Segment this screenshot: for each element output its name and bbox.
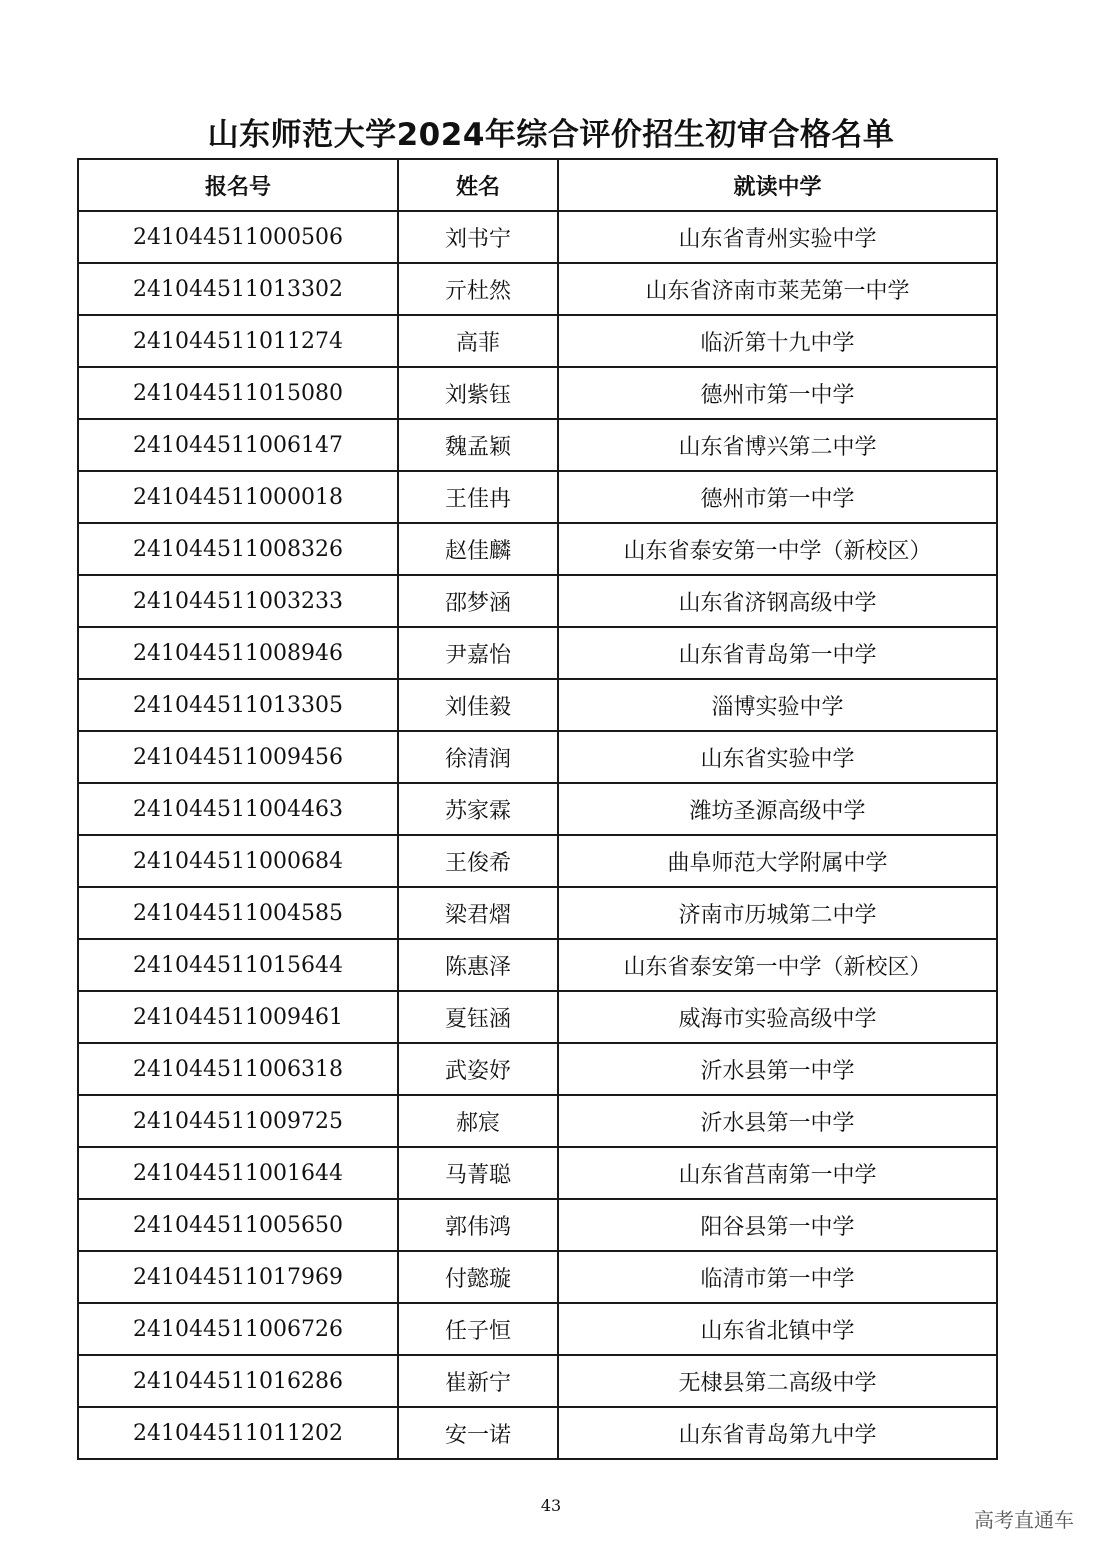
student-name-cell: 刘佳毅 (398, 679, 558, 731)
table-row (78, 471, 997, 523)
header-registration-number: 报名号 (78, 159, 398, 211)
registration-number-cell: 241044511004585 (78, 887, 398, 939)
registration-number-cell: 241044511016286 (78, 1355, 398, 1407)
table-row (78, 835, 997, 887)
table-row (78, 939, 997, 991)
school-cell: 山东省青岛第一中学 (558, 627, 997, 679)
school-cell: 山东省青岛第九中学 (558, 1407, 997, 1459)
registration-number-cell: 241044511017969 (78, 1251, 398, 1303)
table-row (78, 523, 997, 575)
student-name-cell: 付懿璇 (398, 1251, 558, 1303)
school-cell: 山东省青州实验中学 (558, 211, 997, 263)
school-cell: 威海市实验高级中学 (558, 991, 997, 1043)
school-cell: 临清市第一中学 (558, 1251, 997, 1303)
page-title: 山东师范大学2024年综合评价招生初审合格名单 (207, 117, 895, 153)
registration-number-cell: 241044511005650 (78, 1199, 398, 1251)
student-name-cell: 邵梦涵 (398, 575, 558, 627)
table-row (78, 419, 997, 471)
table-row (78, 627, 997, 679)
registration-number-cell: 241044511015644 (78, 939, 398, 991)
student-name-cell: 苏家霖 (398, 783, 558, 835)
school-cell: 山东省济钢高级中学 (558, 575, 997, 627)
registration-number-cell: 241044511015080 (78, 367, 398, 419)
school-cell: 无棣县第二高级中学 (558, 1355, 997, 1407)
header-school: 就读中学 (558, 159, 997, 211)
student-name-cell: 安一诺 (398, 1407, 558, 1459)
student-name-cell: 夏钰涵 (398, 991, 558, 1043)
table-row (78, 1251, 997, 1303)
registration-number-cell: 241044511009461 (78, 991, 398, 1043)
table-row (78, 1407, 997, 1459)
registration-number-cell: 241044511006726 (78, 1303, 398, 1355)
table-row (78, 783, 997, 835)
registration-number-cell: 241044511013305 (78, 679, 398, 731)
school-cell: 沂水县第一中学 (558, 1043, 997, 1095)
school-cell: 山东省泰安第一中学（新校区） (558, 523, 997, 575)
table-row (78, 731, 997, 783)
table-row (78, 1199, 997, 1251)
registration-number-cell: 241044511000018 (78, 471, 398, 523)
table-header (78, 159, 997, 211)
registration-number-cell: 241044511008946 (78, 627, 398, 679)
student-name-cell: 郝宸 (398, 1095, 558, 1147)
table-row (78, 887, 997, 939)
school-cell: 济南市历城第二中学 (558, 887, 997, 939)
registration-number-cell: 241044511013302 (78, 263, 398, 315)
table-row (78, 211, 997, 263)
registration-number-cell: 241044511008326 (78, 523, 398, 575)
student-name-cell: 梁君熠 (398, 887, 558, 939)
admission-list-table (77, 158, 998, 1460)
registration-number-cell: 241044511011202 (78, 1407, 398, 1459)
table-row (78, 1095, 997, 1147)
table-row (78, 679, 997, 731)
student-name-cell: 崔新宁 (398, 1355, 558, 1407)
registration-number-cell: 241044511003233 (78, 575, 398, 627)
student-name-cell: 亓杜然 (398, 263, 558, 315)
school-cell: 山东省莒南第一中学 (558, 1147, 997, 1199)
school-cell: 德州市第一中学 (558, 471, 997, 523)
student-name-cell: 高菲 (398, 315, 558, 367)
student-name-cell: 徐清润 (398, 731, 558, 783)
table-row (78, 1355, 997, 1407)
student-name-cell: 赵佳麟 (398, 523, 558, 575)
header-row (78, 159, 997, 211)
student-name-cell: 郭伟鸿 (398, 1199, 558, 1251)
school-cell: 淄博实验中学 (558, 679, 997, 731)
table-row (78, 1043, 997, 1095)
student-name-cell: 刘紫钰 (398, 367, 558, 419)
student-name-cell: 陈惠泽 (398, 939, 558, 991)
school-cell: 曲阜师范大学附属中学 (558, 835, 997, 887)
student-name-cell: 马菁聪 (398, 1147, 558, 1199)
table-body (78, 211, 997, 1459)
school-cell: 潍坊圣源高级中学 (558, 783, 997, 835)
student-name-cell: 王俊希 (398, 835, 558, 887)
student-name-cell: 魏孟颖 (398, 419, 558, 471)
school-cell: 山东省济南市莱芜第一中学 (558, 263, 997, 315)
table-row (78, 1147, 997, 1199)
table-row (78, 575, 997, 627)
student-name-cell: 刘书宁 (398, 211, 558, 263)
watermark: 高考直通车 (974, 1508, 1074, 1532)
school-cell: 德州市第一中学 (558, 367, 997, 419)
registration-number-cell: 241044511000506 (78, 211, 398, 263)
table-row (78, 991, 997, 1043)
table-row (78, 367, 997, 419)
student-name-cell: 尹嘉怡 (398, 627, 558, 679)
registration-number-cell: 241044511009456 (78, 731, 398, 783)
table-row (78, 1303, 997, 1355)
registration-number-cell: 241044511000684 (78, 835, 398, 887)
student-name-cell: 武姿妤 (398, 1043, 558, 1095)
school-cell: 山东省泰安第一中学（新校区） (558, 939, 997, 991)
school-cell: 山东省博兴第二中学 (558, 419, 997, 471)
student-name-cell: 任子恒 (398, 1303, 558, 1355)
registration-number-cell: 241044511006147 (78, 419, 398, 471)
table-row (78, 315, 997, 367)
school-cell: 山东省北镇中学 (558, 1303, 997, 1355)
school-cell: 阳谷县第一中学 (558, 1199, 997, 1251)
registration-number-cell: 241044511011274 (78, 315, 398, 367)
school-cell: 山东省实验中学 (558, 731, 997, 783)
registration-number-cell: 241044511009725 (78, 1095, 398, 1147)
student-name-cell: 王佳冉 (398, 471, 558, 523)
registration-number-cell: 241044511001644 (78, 1147, 398, 1199)
registration-number-cell: 241044511006318 (78, 1043, 398, 1095)
header-name: 姓名 (398, 159, 558, 211)
page-number: 43 (540, 1496, 562, 1515)
school-cell: 临沂第十九中学 (558, 315, 997, 367)
table-row (78, 263, 997, 315)
school-cell: 沂水县第一中学 (558, 1095, 997, 1147)
registration-number-cell: 241044511004463 (78, 783, 398, 835)
